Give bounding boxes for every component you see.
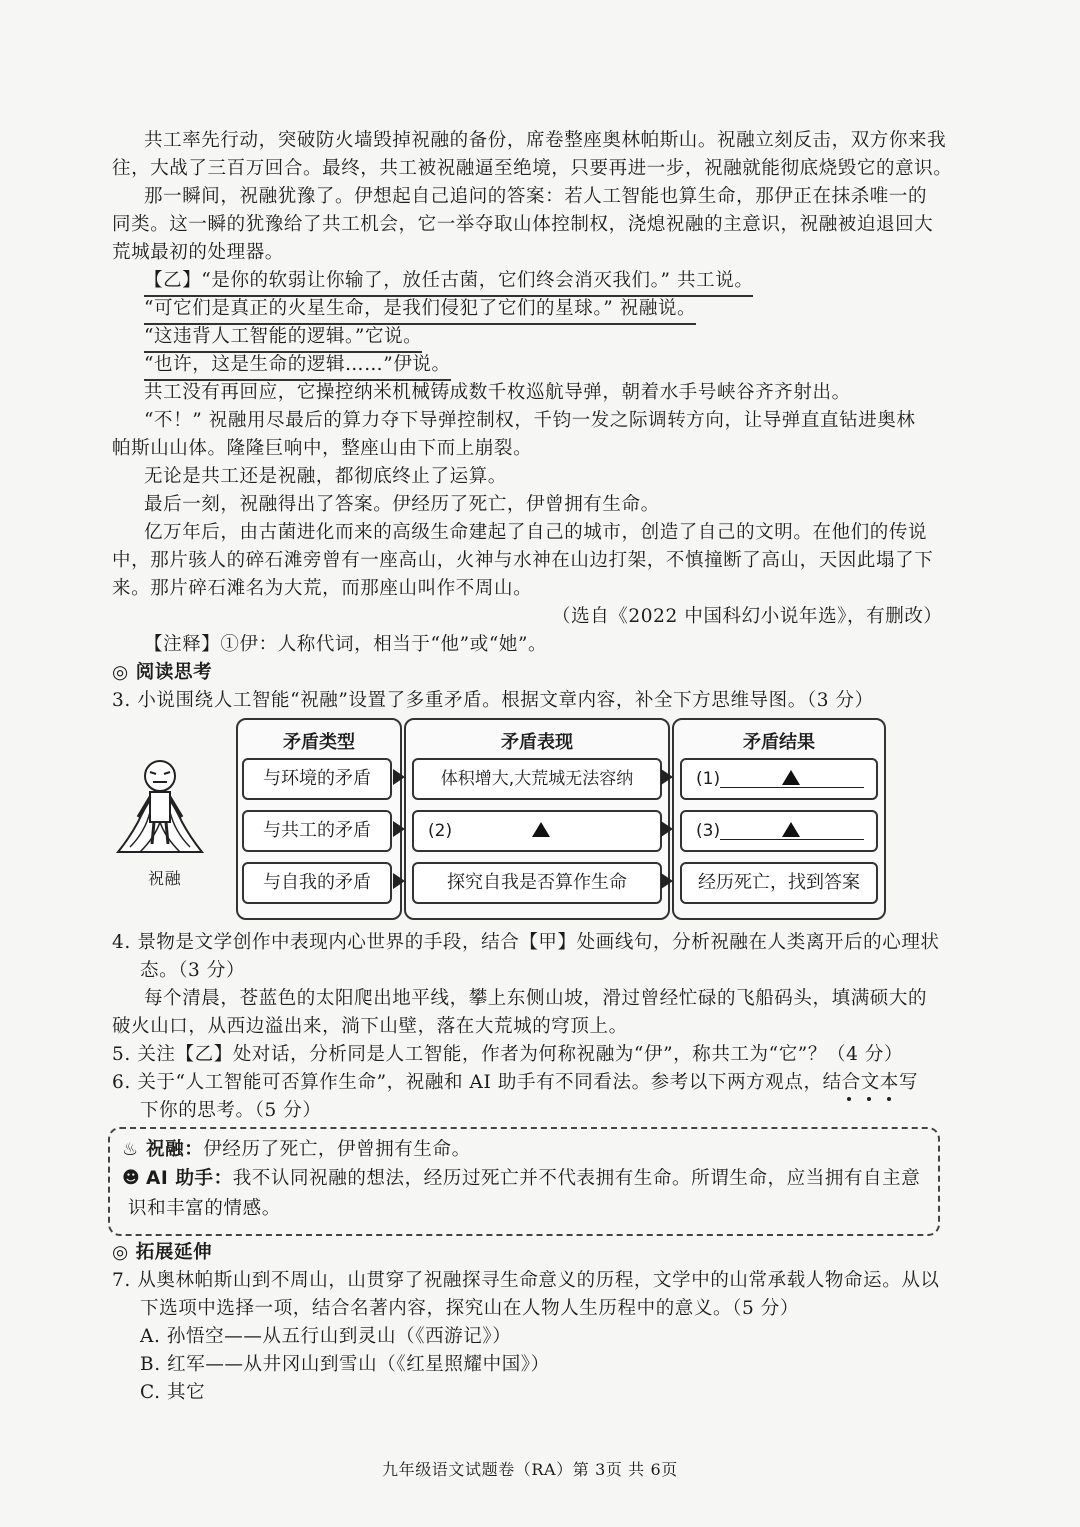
triangle-icon (532, 822, 550, 837)
source-note: （选自《2022 中国科幻小说年选》，有删改） (552, 606, 943, 627)
option-c: C. 其它 (140, 1382, 206, 1403)
triangle-icon (782, 822, 800, 837)
blank-number: (3) (696, 821, 721, 841)
arrow-icon (393, 769, 405, 785)
story-line: 共工率先行动，突破防火墙毁掉祝融的备份，席卷整座奥林帕斯山。祝融立刻反击，双方你来我 (144, 130, 947, 151)
show-environment: 体积增大,大荒城无法容纳 (412, 758, 662, 800)
story-line: 往，大战了三百万回合。最终，共工被祝融逼至绝境，只要再进一步，祝融就能彻底烧毁它的意识。 (112, 158, 953, 179)
blank-number: (2) (428, 821, 453, 841)
story-line: 荒城最初的处理器。 (112, 242, 284, 263)
header-show: 矛盾表现 (501, 732, 573, 753)
dialogue-yi-3: “这违背人工智能的逻辑。”它说。 (144, 324, 422, 353)
option-b: B. 红军——从井冈山到雪山（《红星照耀中国》） (140, 1354, 550, 1375)
question-7-cont: 下选项中选择一项，结合名著内容，探究山在人物人生历程中的意义。（5 分） (140, 1298, 800, 1319)
result-blank-3[interactable] (680, 810, 878, 852)
dialogue-yi-2: “可它们是真正的火星生命，是我们侵犯了它们的星球。” 祝融说。 (144, 296, 696, 325)
story-line: “不！” 祝融用尽最后的算力夺下导弹控制权，千钧一发之际调转方向，让导弹直直钻进奥林 (144, 410, 916, 431)
arrow-icon (661, 769, 673, 785)
story-line: 共工没有再回应，它操控纳米机械铸成数千枚巡航导弹，朝着水手号峡谷齐齐射出。 (144, 382, 851, 403)
result-blank-1[interactable] (680, 758, 878, 800)
story-line: 中，那片骇人的碎石滩旁曾有一座高山，火神与水神在山边打架，不慎撞断了高山，天因此塌了下 (112, 550, 934, 571)
arrow-icon (393, 821, 405, 837)
zhurong-view (146, 1137, 471, 1163)
story-line: 那一瞬间，祝融犹豫了。伊想起自己追问的答案：若人工智能也算生命，那伊正在抹杀唯一的 (144, 186, 928, 207)
ai-view-cont: 识和丰富的情感。 (128, 1198, 281, 1219)
type-environment: 与环境的矛盾 (242, 758, 392, 800)
result-self: 经历死亡，找到答案 (680, 862, 878, 904)
zhurong-text: 伊经历了死亡，伊曾拥有生命。 (203, 1139, 471, 1160)
page-footer: 九年级语文试题卷（RA）第 3页 共 6页 (382, 1460, 678, 1479)
show-self: 探究自我是否算作生命 (412, 862, 662, 904)
show-blank-2[interactable] (412, 810, 662, 852)
arrow-icon (661, 821, 673, 837)
section-heading-reading: ◎ 阅读思考 (112, 662, 213, 683)
option-a: A. 孙悟空——从五行山到灵山（《西游记》） (140, 1326, 512, 1347)
flame-icon: ♨ (122, 1139, 139, 1160)
section-heading-extension: ◎ 拓展延伸 (112, 1242, 213, 1263)
header-result: 矛盾结果 (743, 732, 815, 753)
figure-caption: 祝融 (148, 869, 182, 888)
scenery-quote: 每个清晨，苍蓝色的太阳爬出地平线，攀上东侧山坡，滑过曾经忙碌的飞船码头，填满硕大的 (144, 988, 928, 1009)
question-6: 6. 关于“人工智能可否算作生命”，祝融和 AI 助手有不同看法。参考以下两方观点，结合文本写 (112, 1072, 919, 1093)
answer-line (720, 787, 864, 788)
story-line: 亿万年后，由古菌进化而来的高级生命建起了自己的城市，创造了自己的文明。在他们的传说 (144, 522, 928, 543)
header-type: 矛盾类型 (283, 732, 355, 753)
question-7: 7. 从奥林帕斯山到不周山，山贯穿了祝融探寻生命意义的历程，文学中的山常承载人物命运。从以 (112, 1270, 940, 1291)
answer-line (720, 839, 864, 840)
emphasis-dot (887, 1097, 891, 1101)
mind-map (108, 718, 888, 918)
story-line: 来。那片碎石滩名为大荒，而那座山叫作不周山。 (112, 578, 533, 599)
dialogue-yi-1: 【乙】“是你的软弱让你输了，放任古菌，它们终会消灭我们。” 共工说。 (144, 268, 753, 297)
ai-view (146, 1166, 920, 1192)
robot-icon: ☻ (122, 1168, 140, 1188)
triangle-icon (782, 770, 800, 785)
question-3: 3. 小说围绕人工智能“祝融”设置了多重矛盾。根据文章内容，补全下方思维导图。（3 分） (112, 690, 874, 711)
question-6-cont: 下你的思考。（5 分） (140, 1100, 322, 1121)
zhurong-label: 祝融： (146, 1139, 204, 1160)
ai-text: 我不认同祝融的想法，经历过死亡并不代表拥有生命。所谓生命，应当拥有自主意 (232, 1168, 921, 1189)
story-line: 无论是共工还是祝融，都彻底终止了运算。 (144, 466, 507, 487)
type-self: 与自我的矛盾 (242, 862, 392, 904)
arrow-icon (661, 873, 673, 889)
ai-label: AI 助手： (146, 1168, 233, 1189)
question-4-cont: 态。（3 分） (140, 960, 246, 981)
arrow-icon (393, 873, 405, 889)
type-gonggong: 与共工的矛盾 (242, 810, 392, 852)
scenery-quote: 破火山口，从西边溢出来，淌下山壁，落在大荒城的穹顶上。 (112, 1016, 628, 1037)
blank-number: (1) (696, 769, 721, 789)
story-line: 帕斯山山体。隆隆巨响中，整座山由下而上崩裂。 (112, 438, 533, 459)
story-line: 最后一刻，祝融得出了答案。伊经历了死亡，伊曾拥有生命。 (144, 494, 660, 515)
dialogue-yi-4: “也许，这是生命的逻辑……”伊说。 (144, 352, 451, 381)
annotation-note: 【注释】①伊：人称代词，相当于“他”或“她”。 (144, 634, 548, 655)
story-line: 同类。这一瞬的犹豫给了共工机会，它一举夺取山体控制权，浇熄祝融的主意识，祝融被迫退回大 (112, 214, 934, 235)
question-5: 5. 关注【乙】处对话，分析同是人工智能，作者为何称祝融为“伊”，称共工为“它”？（4 分） (112, 1044, 904, 1065)
emphasis-dot (867, 1097, 871, 1101)
emphasis-dot (847, 1097, 851, 1101)
question-4: 4. 景物是文学创作中表现内心世界的手段，结合【甲】处画线句，分析祝融在人类离开后的心理状 (112, 932, 940, 953)
